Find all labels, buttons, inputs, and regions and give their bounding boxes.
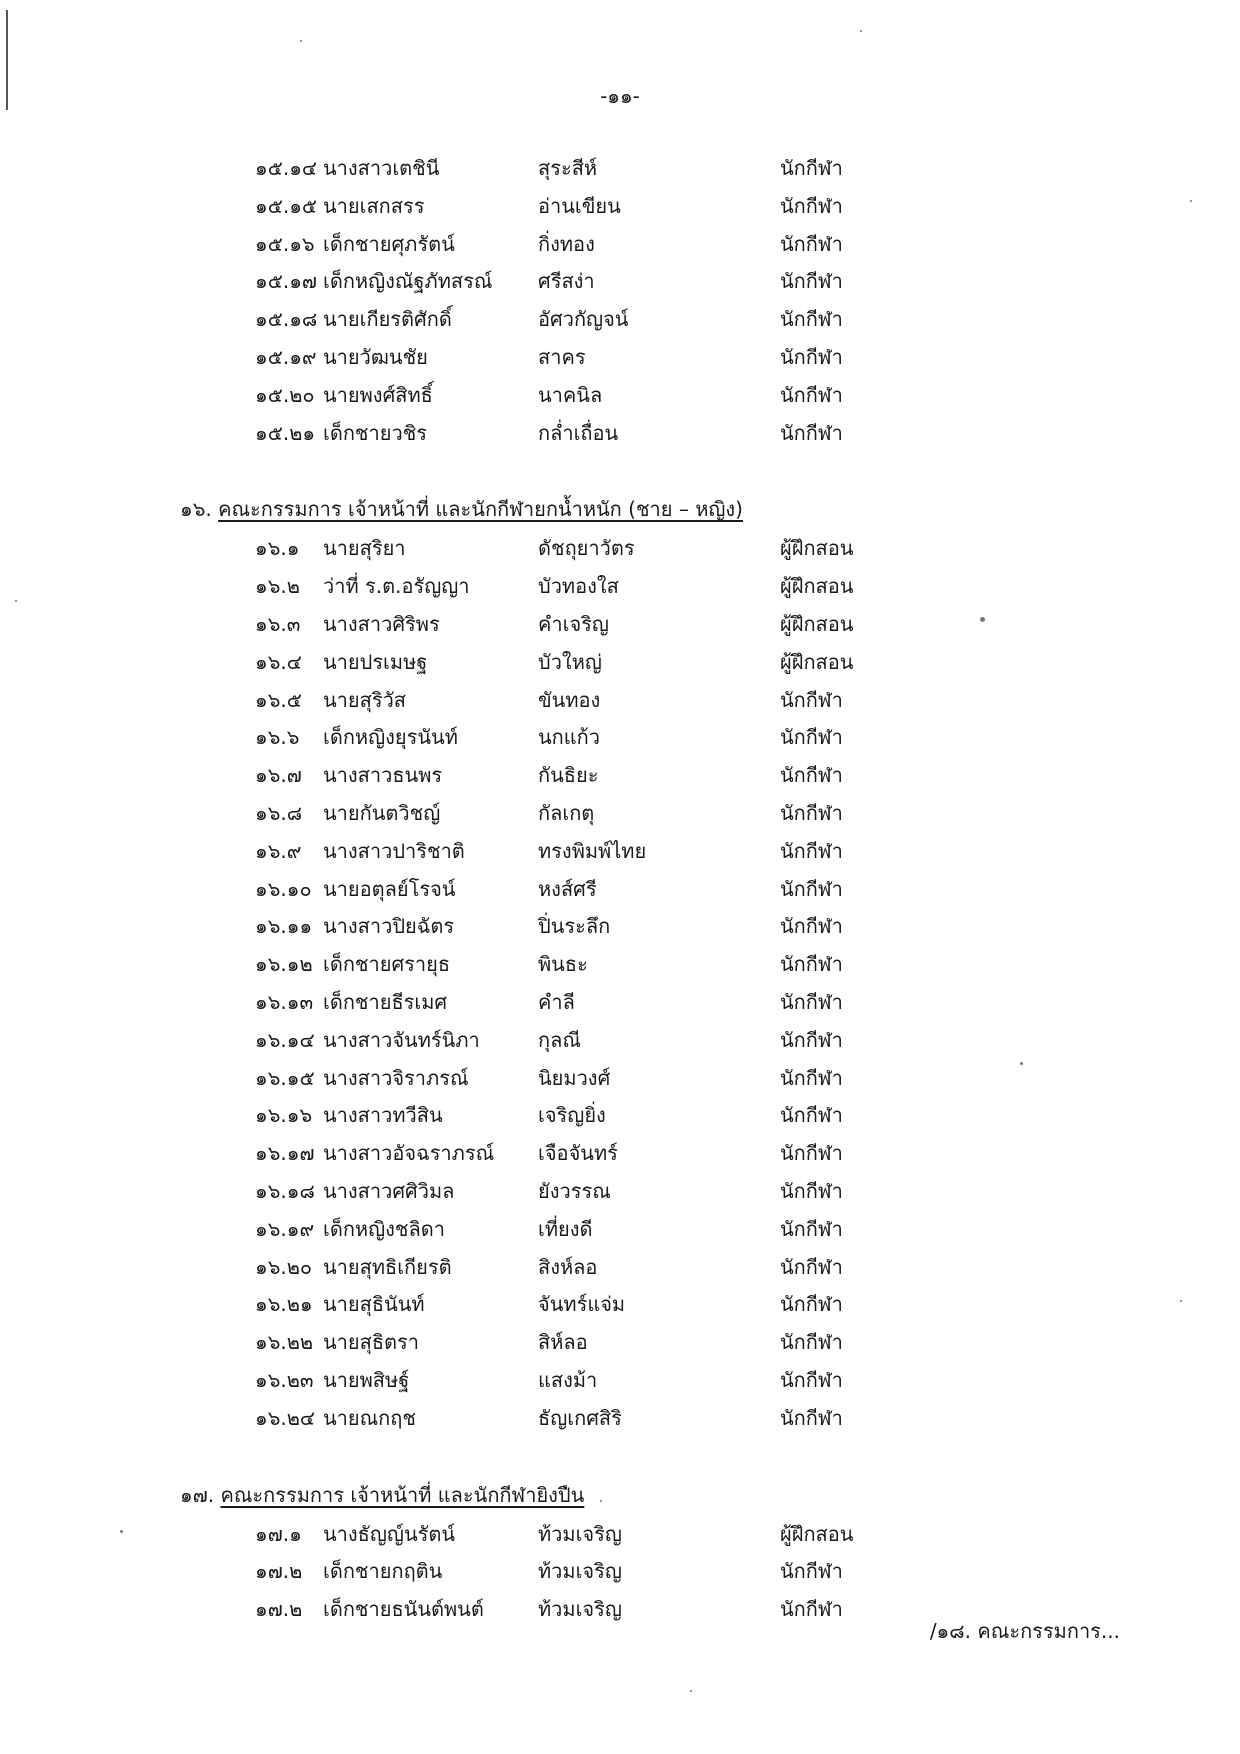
entry-number: ๑๕.๑๖ (255, 231, 315, 256)
given-name: นางสาวทวีสิน (323, 1103, 443, 1128)
roster-row (0, 150, 1240, 188)
given-name: เด็กชายธนันต์พนต์ (323, 1597, 484, 1622)
role-label: นักกีฬา (780, 1559, 843, 1584)
family-name: แสงม้า (538, 1367, 598, 1392)
roster-row (0, 871, 1240, 909)
role-label: นักกีฬา (780, 800, 843, 825)
entry-number: ๑๖.๑๐ (255, 876, 312, 901)
role-label: นักกีฬา (780, 1178, 843, 1203)
entry-number: ๑๖.๖ (255, 725, 300, 750)
given-name: นางสาวปาริชาติ (323, 838, 465, 863)
given-name: นายเสกสรร (323, 193, 425, 218)
role-label: นักกีฬา (780, 269, 843, 294)
section-heading (0, 1466, 1240, 1516)
given-name: นายวัฒนชัย (323, 344, 428, 369)
role-label: นักกีฬา (780, 687, 843, 712)
given-name: นางสาวธนพร (323, 763, 443, 788)
given-name: เด็กชายศุภรัตน์ (323, 231, 455, 256)
given-name: นายอตุลย์โรจน์ (323, 876, 456, 901)
given-name: นางสาวเตชินี (323, 156, 440, 180)
given-name: เด็กหญิงยุรนันท์ (323, 725, 458, 750)
entry-number: ๑๖.๑๗ (255, 1141, 315, 1166)
role-label: นักกีฬา (780, 307, 843, 332)
role-label: นักกีฬา (780, 1330, 843, 1355)
roster-row (0, 1516, 1240, 1554)
roster-row (0, 339, 1240, 377)
entry-number: ๑๖.๔ (255, 649, 302, 674)
role-label: นักกีฬา (780, 1027, 843, 1052)
given-name: เด็กชายวชิร (323, 420, 428, 445)
given-name: นายเกียรติศักดิ์ (323, 307, 452, 332)
family-name: ยังวรรณ (538, 1178, 611, 1203)
roster-row (0, 568, 1240, 606)
given-name: นายกันตวิชญ์ (323, 800, 441, 825)
role-label: นักกีฬา (780, 1254, 843, 1279)
roster-row (0, 908, 1240, 946)
entry-number: ๑๕.๑๕ (255, 193, 318, 218)
roster-row (0, 1097, 1240, 1135)
roster-row (0, 1173, 1240, 1211)
entry-number: ๑๗.๑ (255, 1521, 302, 1546)
roster-row (0, 606, 1240, 644)
entry-number: ๑๖.๒๓ (255, 1367, 314, 1392)
scan-speck (600, 1500, 602, 1502)
scan-speck (690, 1690, 692, 1692)
role-label: นักกีฬา (780, 876, 843, 901)
family-name: ท้วมเจริญ (538, 1559, 622, 1584)
family-name: เจือจันทร์ (538, 1141, 618, 1166)
entry-number: ๑๖.๓ (255, 611, 301, 636)
roster-row (0, 1060, 1240, 1098)
entry-number: ๑๕.๑๔ (255, 156, 318, 180)
family-name: ดัชถุยาวัตร (538, 536, 635, 561)
section-heading (0, 480, 1240, 530)
scan-speck (1020, 1062, 1023, 1065)
given-name: นายสุธินันท์ (323, 1292, 425, 1317)
family-name: ศรีสง่า (538, 269, 595, 294)
family-name: พินธะ (538, 952, 588, 977)
entry-number: ๑๗.๒ (255, 1597, 303, 1622)
role-label: นักกีฬา (780, 1367, 843, 1392)
family-name: นกแก้ว (538, 725, 601, 750)
family-name: ขันทอง (538, 687, 601, 712)
section-number: ๑๖. (180, 497, 212, 522)
entry-number: ๑๖.๑๑ (255, 914, 313, 939)
entry-number: ๑๖.๑๒ (255, 952, 313, 977)
role-label: ผู้ฝึกสอน (780, 649, 854, 674)
role-label: นักกีฬา (780, 156, 843, 180)
roster-row (0, 1211, 1240, 1249)
family-name: สิงห์ลอ (538, 1254, 598, 1279)
family-name: สุระสีห์ (538, 156, 598, 180)
roster-row (0, 1362, 1240, 1400)
family-name: บัวทองใส (538, 574, 619, 599)
family-name: อ่านเขียน (538, 193, 621, 218)
entry-number: ๑๖.๒๐ (255, 1254, 313, 1279)
role-label: นักกีฬา (780, 1597, 843, 1622)
given-name: นางสาวศิริพร (323, 611, 440, 636)
entry-number: ๑๕.๑๘ (255, 307, 318, 332)
section-title: คณะกรรมการ เจ้าหน้าที่ และนักกีฬายิงปืน (220, 1482, 585, 1507)
roster-row (0, 946, 1240, 984)
role-label: ผู้ฝึกสอน (780, 1521, 854, 1546)
roster-row (0, 984, 1240, 1022)
roster-row (0, 1324, 1240, 1362)
family-name: ท้วมเจริญ (538, 1521, 622, 1546)
continuation-note: /๑๘. คณะกรรมการ... (929, 1619, 1120, 1643)
section-gap (0, 1438, 1240, 1466)
entry-number: ๑๖.๑๖ (255, 1103, 313, 1128)
roster-row (0, 644, 1240, 682)
entry-number: ๑๖.๒๒ (255, 1330, 314, 1355)
entry-number: ๑๗.๒ (255, 1559, 303, 1584)
entry-number: ๑๖.๗ (255, 763, 302, 788)
role-label: นักกีฬา (780, 763, 843, 788)
roster-row (0, 1135, 1240, 1173)
family-name: กันธิยะ (538, 763, 599, 788)
entry-number: ๑๖.๒๔ (255, 1405, 316, 1430)
entry-number: ๑๕.๑๗ (255, 269, 317, 294)
scan-speck (980, 617, 985, 622)
roster-row (0, 377, 1240, 415)
role-label: นักกีฬา (780, 1292, 843, 1317)
entry-number: ๑๖.๕ (255, 687, 302, 712)
entry-number: ๑๖.๑๙ (255, 1216, 315, 1241)
entry-number: ๑๖.๑๕ (255, 1065, 315, 1090)
family-name: ท้วมเจริญ (538, 1597, 622, 1622)
family-name: ทรงพิมพ์ไทย (538, 838, 647, 863)
scan-speck (860, 30, 862, 32)
roster-row (0, 188, 1240, 226)
roster-row (0, 757, 1240, 795)
role-label: นักกีฬา (780, 1065, 843, 1090)
roster-row (0, 263, 1240, 301)
entry-number: ๑๖.๘ (255, 800, 303, 825)
given-name: นายพสิษฐ์ (323, 1367, 410, 1392)
entry-number: ๑๖.๑๓ (255, 989, 314, 1014)
scan-speck (1190, 200, 1192, 202)
role-label: นักกีฬา (780, 838, 843, 863)
roster-row (0, 1022, 1240, 1060)
roster-row (0, 795, 1240, 833)
roster-row (0, 719, 1240, 757)
family-name: สาคร (538, 344, 586, 369)
section-number: ๑๗. (180, 1482, 215, 1507)
given-name: เด็กชายศรายุธ (323, 952, 451, 977)
role-label: นักกีฬา (780, 725, 843, 750)
family-name: ปิ่นระลึก (538, 914, 611, 939)
given-name: นายสุริวัส (323, 687, 407, 712)
given-name: นายพงศ์สิทธิ์ (323, 382, 433, 407)
given-name: นายปรเมษฐ (323, 649, 428, 674)
role-label: นักกีฬา (780, 1216, 843, 1241)
family-name: อัศวกัญจน์ (538, 307, 629, 332)
family-name: คำเจริญ (538, 611, 609, 636)
role-label: ผู้ฝึกสอน (780, 611, 854, 636)
role-label: ผู้ฝึกสอน (780, 574, 854, 599)
scan-speck (1180, 1300, 1182, 1302)
roster-row (0, 833, 1240, 871)
role-label: นักกีฬา (780, 1141, 843, 1166)
family-name: นิยมวงศ์ (538, 1065, 611, 1090)
given-name: เด็กชายกฤติน (323, 1559, 443, 1584)
family-name: เจริญยิ่ง (538, 1103, 606, 1128)
family-name: คำลี (538, 989, 575, 1014)
roster-row (0, 1286, 1240, 1324)
entry-number: ๑๕.๒๐ (255, 382, 315, 407)
roster-row (0, 1249, 1240, 1287)
section-title: คณะกรรมการ เจ้าหน้าที่ และนักกีฬายกน้ำหนัก (ชาย – หญิง) (218, 497, 743, 522)
page-number: -๑๑- (600, 84, 640, 108)
role-label: นักกีฬา (780, 1405, 843, 1430)
family-name: กัลเกตุ (538, 800, 595, 825)
family-name: ธัญเกศสิริ (538, 1405, 622, 1430)
family-name: หงส์ศรี (538, 876, 597, 901)
entry-number: ๑๖.๑๔ (255, 1027, 315, 1052)
entry-number: ๑๕.๑๙ (255, 344, 317, 369)
scan-speck (300, 40, 302, 42)
entry-number: ๑๖.๙ (255, 838, 302, 863)
roster-row (0, 530, 1240, 568)
given-name: นายสุทธิเกียรติ (323, 1254, 452, 1279)
role-label: นักกีฬา (780, 989, 843, 1014)
entry-number: ๑๖.๒๑ (255, 1292, 313, 1317)
family-name: นาคนิล (538, 382, 603, 407)
role-label: นักกีฬา (780, 344, 843, 369)
given-name: นางสาวจิราภรณ์ (323, 1065, 469, 1090)
family-name: กุลณี (538, 1027, 581, 1052)
given-name: นางสาวศศิวิมล (323, 1178, 455, 1203)
given-name: นางสาวปิยฉัตร (323, 914, 455, 939)
given-name: นายณกฤช (323, 1405, 416, 1430)
given-name: ว่าที่ ร.ต.อรัญญา (323, 574, 470, 599)
family-name: กล่ำเถื่อน (538, 420, 619, 445)
given-name: นางธัญญ์นรัตน์ (323, 1521, 456, 1546)
roster-row (0, 301, 1240, 339)
role-label: นักกีฬา (780, 193, 843, 218)
roster-row (0, 1553, 1240, 1591)
given-name: นายสุธิตรา (323, 1330, 419, 1355)
entry-number: ๑๖.๒ (255, 574, 300, 599)
role-label: นักกีฬา (780, 952, 843, 977)
role-label: นักกีฬา (780, 420, 843, 445)
entry-number: ๑๖.๑ (255, 536, 300, 561)
scan-speck (15, 600, 17, 602)
given-name: นายสุริยา (323, 536, 406, 561)
roster-row (0, 226, 1240, 264)
family-name: บัวใหญ่ (538, 649, 602, 674)
given-name: เด็กชายธีรเมศ (323, 989, 448, 1014)
roster-row (0, 682, 1240, 720)
role-label: นักกีฬา (780, 382, 843, 407)
roster-row (0, 415, 1240, 453)
role-label: นักกีฬา (780, 1103, 843, 1128)
given-name: เด็กหญิงณัฐภัทสรณ์ (323, 269, 493, 294)
document-body (0, 150, 1240, 1629)
section-gap (0, 452, 1240, 480)
family-name: เที่ยงดี (538, 1216, 593, 1241)
role-label: นักกีฬา (780, 914, 843, 939)
given-name: นางสาวจันทร์นิภา (323, 1027, 480, 1052)
family-name: กิ่งทอง (538, 231, 595, 256)
family-name: จันทร์แจ่ม (538, 1292, 626, 1317)
family-name: สิห์ลอ (538, 1330, 588, 1355)
entry-number: ๑๖.๑๘ (255, 1178, 315, 1203)
roster-row (0, 1400, 1240, 1438)
given-name: นางสาวอัจฉราภรณ์ (323, 1141, 495, 1166)
given-name: เด็กหญิงชลิดา (323, 1216, 445, 1241)
entry-number: ๑๕.๒๑ (255, 420, 316, 445)
scan-speck (120, 1530, 123, 1533)
role-label: นักกีฬา (780, 231, 843, 256)
role-label: ผู้ฝึกสอน (780, 536, 854, 561)
